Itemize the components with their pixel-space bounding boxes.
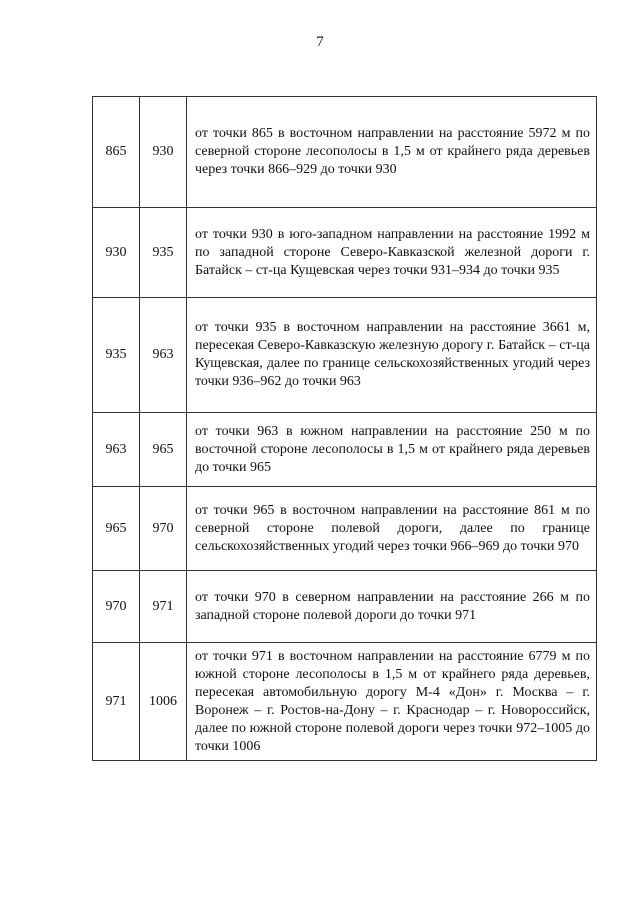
to-point-cell: 965 bbox=[140, 413, 187, 487]
to-point-cell: 970 bbox=[140, 487, 187, 571]
to-point-cell: 1006 bbox=[140, 643, 187, 761]
boundary-description-cell: от точки 963 в южном направлении на расстояние 250 м по восточной стороне лесополосы в 1,5 м от крайнего ряда деревьев до точки 965 bbox=[187, 413, 597, 487]
boundary-description-cell: от точки 865 в восточном направлении на расстояние 5972 м по северной стороне лесополосы в 1,5 м от крайнего ряда деревьев через точки 866–929 до точки 930 bbox=[187, 97, 597, 208]
table-row bbox=[93, 97, 597, 208]
from-point-cell: 971 bbox=[93, 643, 140, 761]
table-row bbox=[93, 298, 597, 413]
from-point-cell: 930 bbox=[93, 208, 140, 298]
boundary-description-cell: от точки 965 в восточном направлении на расстояние 861 м по северной стороне полевой дороги, далее по границе сельскохозяйственных угодий через точки 966–969 до точки 970 bbox=[187, 487, 597, 571]
table-row bbox=[93, 571, 597, 643]
from-point-cell: 935 bbox=[93, 298, 140, 413]
boundary-description-cell: от точки 971 в восточном направлении на расстояние 6779 м по южной стороне лесополосы в 1,5 м от крайнего ряда деревьев, пересекая автомобильную дорогу М-4 «Дон» г. Москва – г. Воронеж – г. Ростов-на-Дону – г. Краснодар – г. Новороссийск, далее по южной стороне полевой дороги через точки 972–1005 до точки 1006 bbox=[187, 643, 597, 761]
table-row bbox=[93, 643, 597, 761]
from-point-cell: 965 bbox=[93, 487, 140, 571]
boundary-description-cell: от точки 930 в юго-западном направлении на расстояние 1992 м по западной стороне Северо-Кавказской железной дороги г. Батайск – ст-ца Кущевская через точки 931–934 до точки 935 bbox=[187, 208, 597, 298]
from-point-cell: 963 bbox=[93, 413, 140, 487]
to-point-cell: 963 bbox=[140, 298, 187, 413]
boundary-description-table bbox=[92, 96, 597, 761]
from-point-cell: 970 bbox=[93, 571, 140, 643]
boundary-description-cell: от точки 970 в северном направлении на расстояние 266 м по западной стороне полевой дороги до точки 971 bbox=[187, 571, 597, 643]
to-point-cell: 935 bbox=[140, 208, 187, 298]
table-row bbox=[93, 413, 597, 487]
boundary-description-cell: от точки 935 в восточном направлении на расстояние 3661 м, пересекая Северо-Кавказскую железную дорогу г. Батайск – ст-ца Кущевская, далее по границе сельскохозяйственных угодий через точки 936–962 до точки 963 bbox=[187, 298, 597, 413]
table-row bbox=[93, 208, 597, 298]
to-point-cell: 930 bbox=[140, 97, 187, 208]
page-number: 7 bbox=[316, 34, 324, 50]
to-point-cell: 971 bbox=[140, 571, 187, 643]
table-row bbox=[93, 487, 597, 571]
from-point-cell: 865 bbox=[93, 97, 140, 208]
